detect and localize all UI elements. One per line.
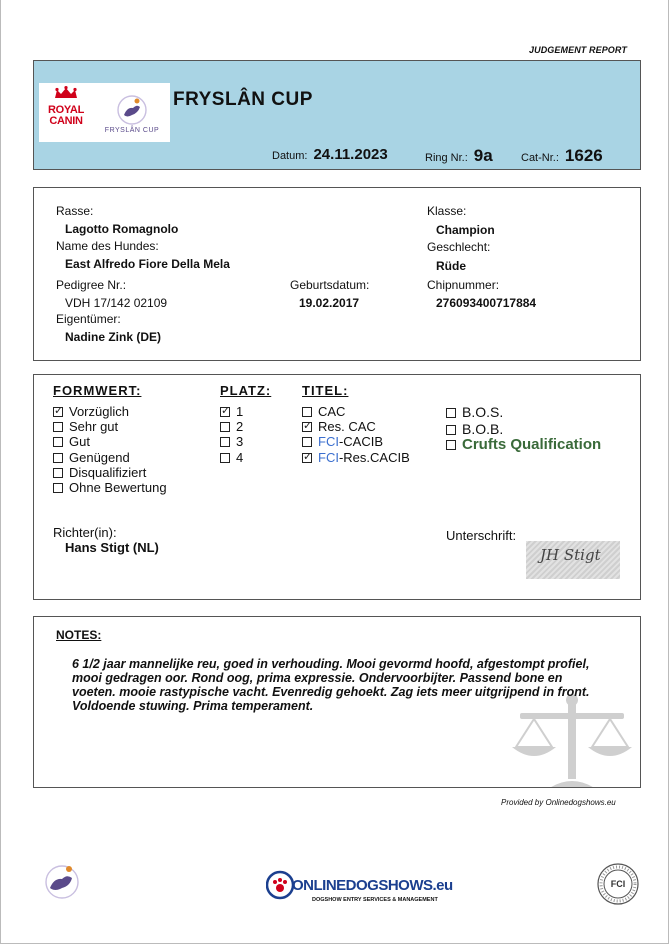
ring-field: Ring Nr.: 9a	[425, 146, 493, 165]
formwert-option[interactable]: Sehr gut	[53, 419, 118, 434]
provided-by: Provided by Onlinedogshows.eu	[501, 798, 616, 807]
titel-heading: TITEL:	[302, 383, 349, 398]
logo-box	[39, 83, 170, 142]
checkbox[interactable]	[53, 407, 63, 417]
notes-text: 6 1/2 jaar mannelijke reu, goed in verhouding. Mooi gevormd hoofd, afgestompt profiel, mooi gedragen oor. Rond oog, prima expressie. Ondervoorbijter. Passend bone en voeten. mooie rastypische vacht. Evenredig gehoekt. Zag iets meer uitgrijpend in front. Voldoende stuwing. Prima temperament.	[72, 657, 590, 713]
cat-emblem-icon	[115, 93, 149, 127]
odg-logo-text: ONLINEDOGSHOWS.eu	[292, 877, 453, 894]
checkbox[interactable]	[220, 407, 230, 417]
platz-option[interactable]: 3	[220, 434, 243, 449]
unterschrift-label: Unterschrift:	[446, 528, 517, 543]
checkbox[interactable]	[302, 453, 312, 463]
formwert-heading: FORMWERT:	[53, 383, 142, 398]
checkbox[interactable]	[302, 407, 312, 417]
checkbox[interactable]	[446, 408, 456, 418]
checkbox[interactable]	[53, 468, 63, 478]
chip-label: Chipnummer:	[427, 278, 500, 292]
rasse-value: Lagotto Romagnolo	[65, 222, 179, 236]
notes-card	[33, 616, 641, 788]
cat-field: Cat-Nr.: 1626	[521, 146, 603, 165]
eigentuemer-value: Nadine Zink (DE)	[65, 330, 162, 344]
checkbox[interactable]	[446, 425, 456, 435]
crufts-option[interactable]: Crufts Qualification	[446, 436, 601, 453]
checkbox[interactable]	[220, 422, 230, 432]
checkbox[interactable]	[53, 483, 63, 493]
eigentuemer-label: Eigentümer:	[56, 312, 121, 326]
bos-option[interactable]: B.O.S.	[446, 404, 503, 420]
klasse-label: Klasse:	[427, 204, 467, 218]
platz-heading: PLATZ:	[220, 383, 272, 398]
name-label: Name des Hundes:	[56, 239, 159, 253]
rasse-label: Rasse:	[56, 204, 94, 218]
crown-icon	[53, 86, 79, 100]
formwert-option[interactable]: Gut	[53, 434, 90, 449]
formwert-option[interactable]: Disqualifiziert	[53, 465, 146, 480]
checkbox[interactable]	[446, 440, 456, 450]
checkbox[interactable]	[302, 422, 312, 432]
richter-value: Hans Stigt (NL)	[65, 540, 159, 555]
fryslan-cup-cat-icon	[42, 862, 82, 900]
fci-seal-icon	[596, 862, 640, 906]
pedigree-value: VDH 17/142 02109	[65, 296, 168, 310]
geschlecht-label: Geschlecht:	[427, 240, 491, 254]
formwert-option[interactable]: ✓Vorzüglich	[53, 404, 129, 419]
titel-option[interactable]: ✓FCI-Res.CACIB	[302, 450, 410, 465]
fci-seal-text: FCI	[610, 879, 626, 889]
name-value: East Alfredo Fiore Della Mela	[65, 257, 230, 271]
event-logo-text: FRYSLÂN CUP	[104, 127, 160, 134]
header-banner	[33, 60, 641, 170]
event-title: FRYSLÂN CUP	[173, 89, 313, 110]
klasse-value: Champion	[436, 223, 495, 237]
chip-value: 276093400717884	[436, 296, 537, 310]
platz-option[interactable]: ✓1	[220, 404, 243, 419]
checkbox[interactable]	[302, 437, 312, 447]
formwert-option[interactable]: Ohne Bewertung	[53, 480, 167, 495]
checkbox[interactable]	[220, 453, 230, 463]
richter-label: Richter(in):	[53, 525, 117, 540]
judging-result-card	[33, 374, 641, 600]
platz-option[interactable]: 2	[220, 419, 243, 434]
formwert-option[interactable]: Genügend	[53, 450, 130, 465]
pedigree-label: Pedigree Nr.:	[56, 278, 127, 292]
geburtsdatum-label: Geburtsdatum:	[290, 278, 370, 292]
checkbox[interactable]	[53, 437, 63, 447]
notes-heading: NOTES:	[56, 628, 102, 642]
titel-option[interactable]: FCI-CACIB	[302, 434, 383, 449]
titel-option[interactable]: CAC	[302, 404, 345, 419]
signature-image: JH Stigt	[526, 541, 620, 579]
paw-icon	[266, 870, 294, 900]
checkbox[interactable]	[220, 437, 230, 447]
geschlecht-value: Rüde	[436, 259, 466, 273]
report-label: JUDGEMENT REPORT	[529, 45, 627, 55]
dog-details-card	[33, 187, 641, 361]
checkbox[interactable]	[53, 453, 63, 463]
checkbox[interactable]	[53, 422, 63, 432]
geburtsdatum-value: 19.02.2017	[299, 296, 360, 310]
titel-option[interactable]: ✓Res. CAC	[302, 419, 376, 434]
royal-canin-logo: ROYAL CANIN	[48, 104, 84, 127]
platz-option[interactable]: 4	[220, 450, 243, 465]
datum-field: Datum: 24.11.2023	[272, 146, 388, 163]
bob-option[interactable]: B.O.B.	[446, 421, 503, 437]
odg-tagline: DOGSHOW ENTRY SERVICES & MANAGEMENT	[312, 897, 438, 903]
